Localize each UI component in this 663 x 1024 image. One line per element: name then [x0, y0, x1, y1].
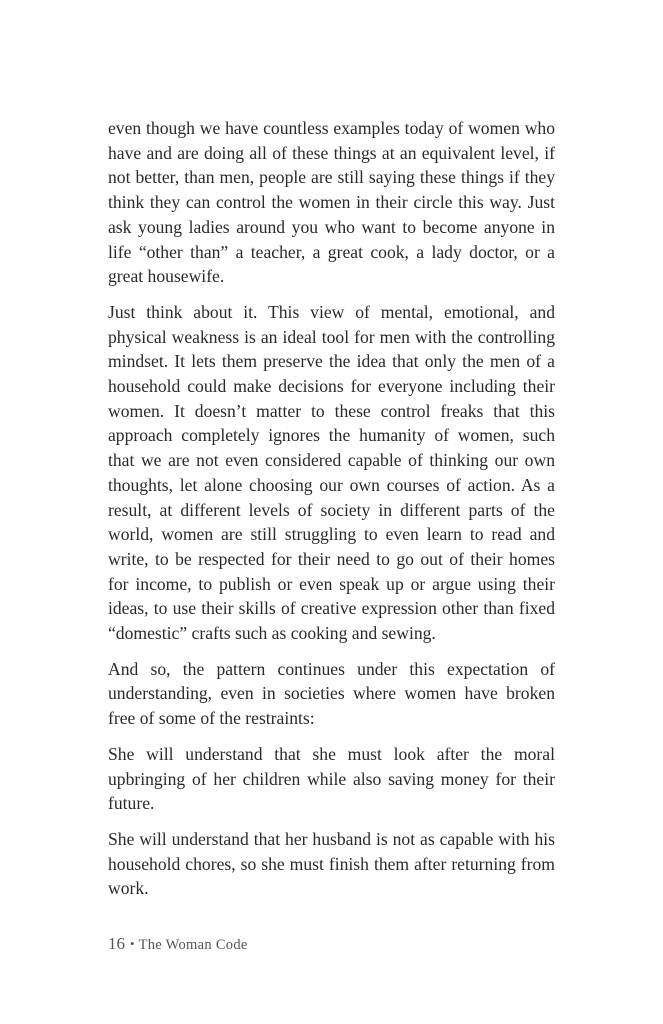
page-footer: [108, 934, 248, 954]
running-title: The Woman Code: [138, 937, 248, 953]
paragraph-3: And so, the pattern continues under this expectation of understanding, even in societies where women have broken free of some of the restraints:: [108, 658, 555, 729]
bullet-separator: •: [130, 936, 135, 951]
paragraph-1: even though we have countless examples today of women who have and are doing all of these things at an equivalent level, if not better, than men, people are still saying these things if they think they can control the women in their circle this way. Just ask young ladies around you who want to become anyone in life “other than” a teacher, a great cook, a lady doctor, or a great housewife.: [108, 118, 555, 287]
body-text: [108, 116, 555, 912]
paragraph-5: She will understand that her husband is not as capable with his household chores, so she must finish them after returning from work.: [108, 828, 555, 899]
paragraph-2: Just think about it. This view of mental, emotional, and physical weakness is an ideal tool for men with the controlling mindset. It lets them preserve the idea that only the men of a household could make decisions for everyone including their women. It doesn’t matter to these control freaks that this approach completely ignores the humanity of women, such that we are not even considered capable of thinking our own thoughts, let alone choosing our own courses of action. As a result, at different levels of society in different parts of the world, women are still struggling to even learn to read and write, to be respected for their need to go out of their homes for income, to publish or even speak up or argue using their ideas, to use their skills of creative expression other than fixed “domestic” crafts such as cooking and sewing.: [108, 301, 555, 644]
paragraph-4: She will understand that she must look after the moral upbringing of her children while also saving money for their future.: [108, 743, 555, 814]
page-number: 16: [108, 934, 125, 953]
